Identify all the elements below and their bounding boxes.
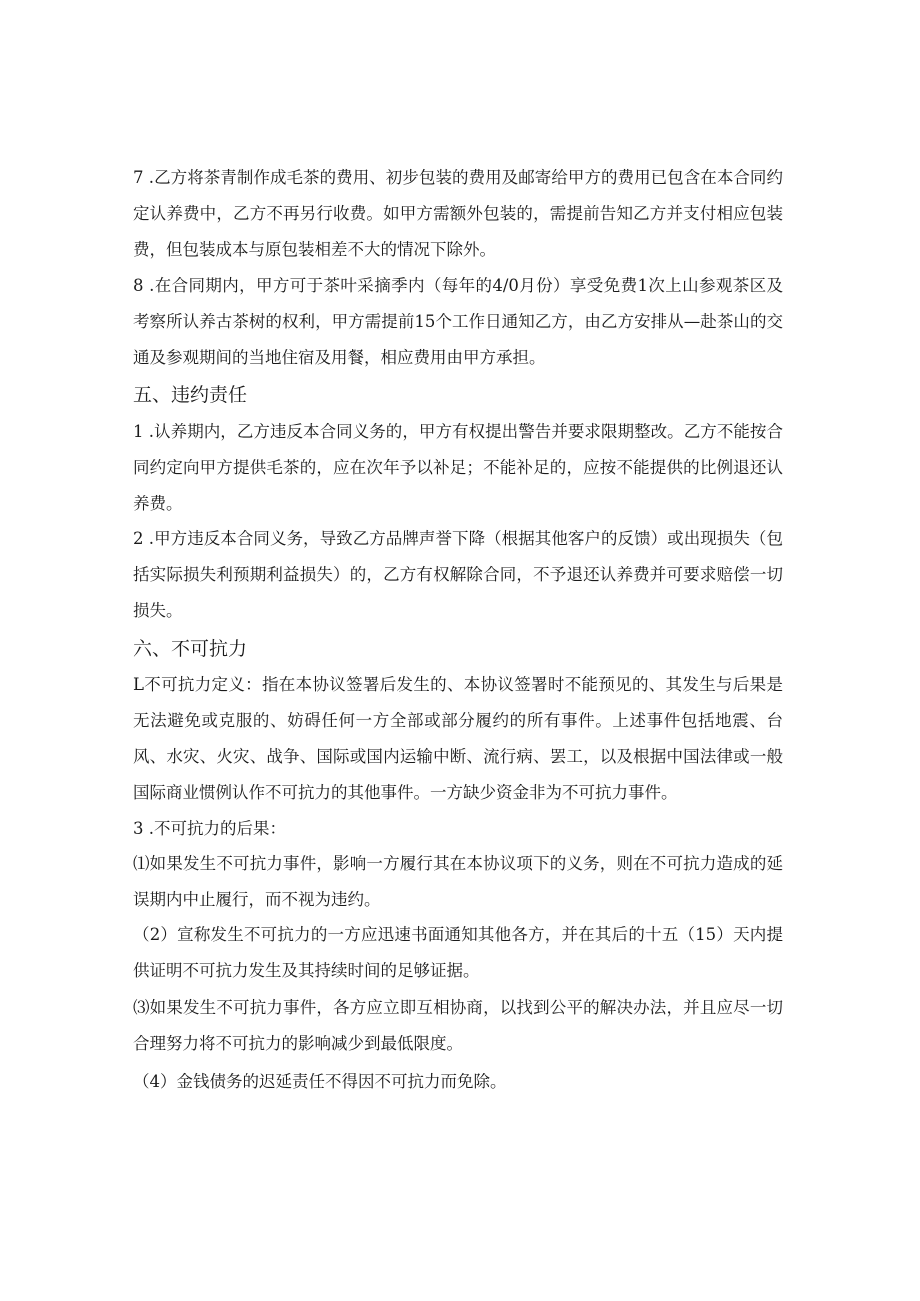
force-majeure-definition: L不可抗力定义：指在本协议签署后发生的、本协议签署时不能预见的、其发生与后果是无法避免或克服的、妨碍任何一方全部或部分履约的所有事件。上述事件包括地震、台风、水灾、火灾、战争、国际或国内运输中断、流行病、罢工，以及根据中国法律或一般国际商业惯例认作不可抗力的其他事件。一方缺少资金非为不可抗力事件。: [133, 675, 783, 802]
consequence-item-1: ⑴如果发生不可抗力事件，影响一方履行其在本协议项下的义务，则在不可抗力造成的延误期内中止履行，而不视为违约。: [133, 854, 783, 909]
force-majeure-consequences-title: 3 .不可抗力的后果：: [133, 819, 286, 838]
breach-clause-1: 1 .认养期内，乙方违反本合同义务的，甲方有权提出警告并要求限期整改。乙方不能按合同约定向甲方提供毛茶的，应在次年予以补足；不能补足的，应按不能提供的比例退还认养费。: [133, 422, 783, 513]
clause-8-paragraph: 8 .在合同期内，甲方可于茶叶采摘季内（每年的4/0月份）享受免费1次上山参观茶区及考察所认养古茶树的权利，甲方需提前15个工作日通知乙方，由乙方安排从—赴茶山的交通及参观期间的当地住宿及用餐，相应费用由甲方承担。: [133, 276, 783, 367]
breach-clause-2: 2 .甲方违反本合同义务，导致乙方品牌声誉下降（根据其他客户的反馈）或出现损失（包括实际损失利预期利益损失）的，乙方有权解除合同，不予退还认养费并可要求赔偿一切损失。: [133, 529, 783, 620]
consequence-item-4: （4）金钱债务的迟延责任不得因不可抗力而免除。: [133, 1072, 507, 1091]
consequence-item-3: ⑶如果发生不可抗力事件，各方应立即互相协商，以找到公平的解决办法，并且应尽一切合理努力将不可抗力的影响减少到最低限度。: [133, 998, 783, 1053]
consequence-item-2: （2）宣称发生不可抗力的一方应迅速书面通知其他各方，并在其后的十五（15）天内提供证明不可抗力发生及其持续时间的足够证据。: [133, 925, 783, 980]
section-heading-force-majeure: 六、不可抗力: [133, 638, 248, 660]
clause-7-paragraph: 7 .乙方将茶青制作成毛茶的费用、初步包装的费用及邮寄给甲方的费用已包含在本合同约定认养费中，乙方不再另行收费。如甲方需额外包装的，需提前告知乙方并支付相应包装费，但包装成本与原包装相差不大的情况下除外。: [133, 168, 783, 259]
section-heading-breach: 五、违约责任: [133, 384, 248, 406]
